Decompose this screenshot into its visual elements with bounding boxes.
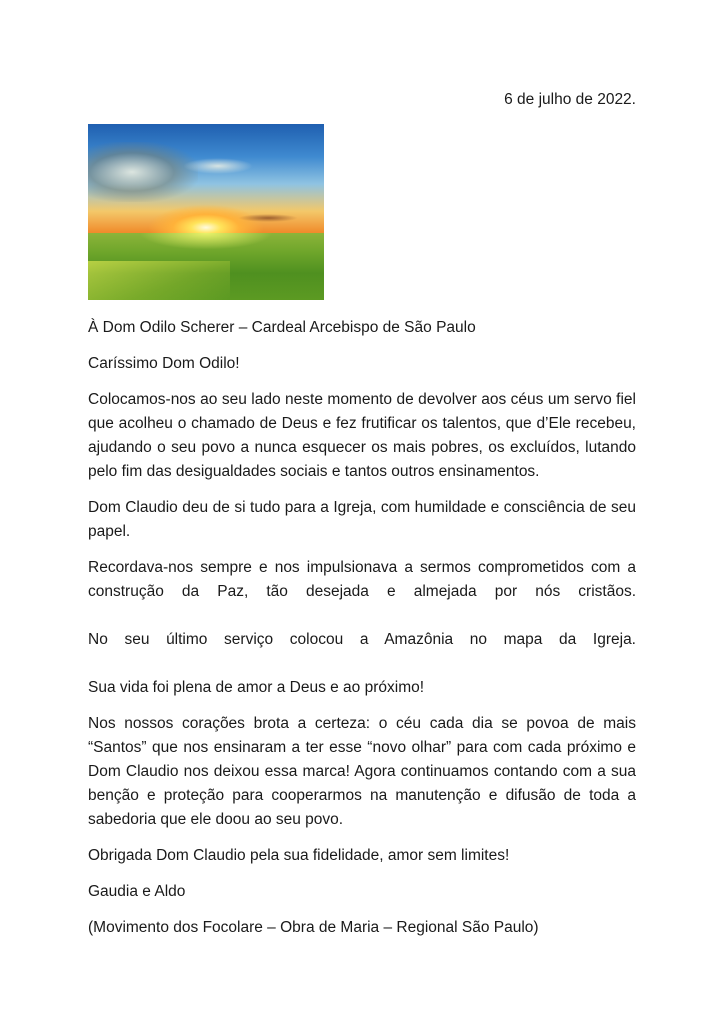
cloud [88,142,198,202]
paragraph: Nos nossos corações brota a certeza: o céu cada dia se povoa de mais “Santos” que nos ensinaram a ter esse “novo olhar” para com cada próximo e Dom Claudio nos deixou essa marca! Agora continuamos contando com a sua benção e proteção para cooperarmos na manutenção e difusão de toda a sabedoria que ele doou ao seu povo. [88,715,636,828]
paragraph: Colocamos-nos ao seu lado neste momento de devolver aos céus um servo fiel que acolheu o chamado de Deus e fez frutificar os talentos, que d’Ele recebeu, ajudando o seu povo a nunca esquecer os mais pobres, os excluídos, lutando pelo fim das desigualdades sociais e tantos outros ensinamentos. [88,391,636,480]
paragraph: Recordava-nos sempre e nos impulsionava a sermos comprometidos com a construção da Paz, tão desejada e almejada por nós cristãos. [88,559,636,600]
letter-body [88,316,636,952]
organization: (Movimento dos Focolare – Obra de Maria – Regional São Paulo) [88,919,539,936]
paragraph: Sua vida foi plena de amor a Deus e ao próximo! [88,679,425,696]
paragraph: Obrigada Dom Claudio pela sua fidelidade, amor sem limites! [88,847,510,864]
cloud [238,214,298,222]
yellow-flowers [88,261,230,300]
sunrise-field-image [88,124,324,300]
paragraph: Dom Claudio deu de si tudo para a Igreja, com humildade e consciência de seu papel. [88,499,636,540]
cloud [183,158,253,174]
salutation: Caríssimo Dom Odilo! [88,355,240,372]
paragraph: No seu último serviço colocou a Amazônia no mapa da Igreja. [88,631,636,648]
letter-date: 6 de julho de 2022. [504,91,636,108]
addressee: À Dom Odilo Scherer – Cardeal Arcebispo de São Paulo [88,319,476,336]
signature: Gaudia e Aldo [88,883,186,900]
